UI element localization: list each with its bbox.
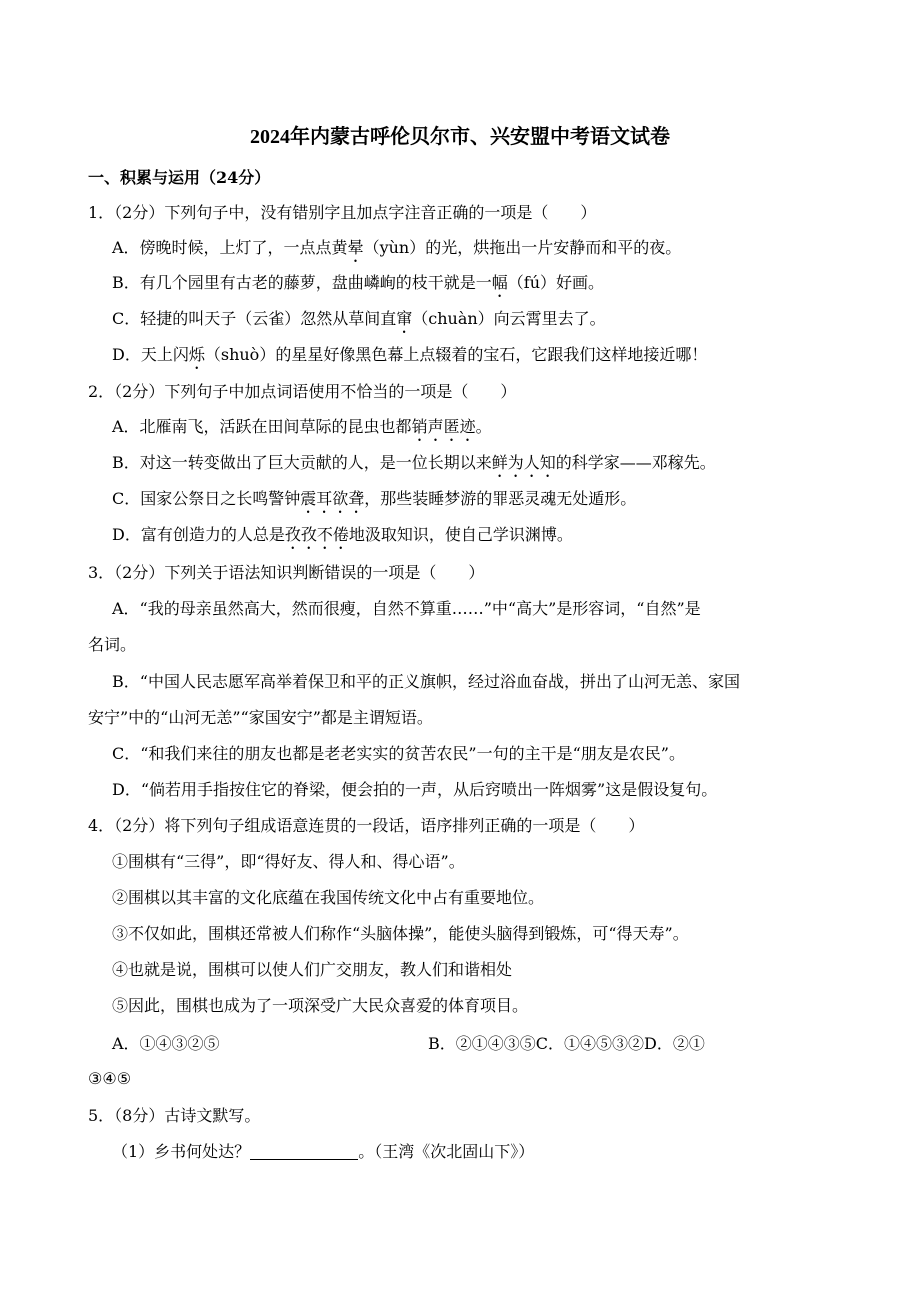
question-4-options-bcd: B．②①④③⑤C．①④⑤③②D．②① (428, 1034, 705, 1053)
question-1-option-d: D．天上闪烁（shuò）的星星好像黑色幕上点辍着的宝石，它跟我们这样地接近哪！ (112, 345, 708, 364)
question-4-sentence-1: ①围棋有“三得”，即“得好友、得人和、得心语”。 (112, 852, 465, 871)
page-title: 2024年内蒙古呼伦贝尔市、兴安盟中考语文试卷 (250, 126, 670, 148)
question-3-option-a-cont: 名词。 (88, 635, 137, 654)
question-4-sentence-2: ②围棋以其丰富的文化底蕴在我国传统文化中占有重要地位。 (112, 888, 545, 907)
question-3-option-b: B．“中国人民志愿军高举着保卫和平的正义旗帜，经过浴血奋战，拼出了山河无恙、家国 (112, 672, 740, 691)
question-4-sentence-4: ④也就是说，围棋可以使人们广交朋友，教人们和谐相处 (112, 960, 513, 979)
answer-blank[interactable] (250, 1143, 358, 1160)
question-3-option-b-cont: 安宁”中的“山河无恙”“家国安宁”都是主谓短语。 (88, 708, 433, 727)
question-1-stem: 1．（2分）下列句子中，没有错别字且加点字注音正确的一项是（ ） (88, 203, 597, 222)
question-5-stem: 5．（8分）古诗文默写。 (88, 1106, 261, 1125)
question-4-options-cont: ③④⑤ (88, 1069, 132, 1088)
question-1-option-a: A．傍晚时候，上灯了，一点点黄晕（yùn）的光，烘拖出一片安静而和平的夜。 (112, 238, 682, 257)
question-2-option-b: B．对这一转变做出了巨大贡献的人，是一位长期以来鲜为人知的科学家——邓稼先。 (112, 453, 716, 472)
question-3-stem: 3．（2分）下列关于语法知识判断错误的一项是（ ） (88, 563, 485, 582)
question-3-option-a: A．“我的母亲虽然高大，然而很瘦，自然不算重……”中“高大”是形容词，“自然”是 (112, 599, 701, 618)
question-1-option-c: C．轻捷的叫天子（云雀）忽然从草间直窜（chuàn）向云霄里去了。 (112, 309, 606, 328)
question-1-option-b: B．有几个园里有古老的藤萝，盘曲嶙峋的枝干就是一幅（fú）好画。 (112, 273, 605, 292)
section-heading: 一、积累与运用（24分） (88, 168, 271, 187)
question-2-option-a: A．北雁南飞，活跃在田间草际的昆虫也都销声匿迹。 (112, 417, 492, 436)
question-4-stem: 4．（2分）将下列句子组成语意连贯的一段话，语序排列正确的一项是（ ） (88, 816, 645, 835)
question-3-option-c: C．“和我们来往的朋友也都是老老实实的贫苦农民”一句的主干是“朋友是农民”。 (112, 744, 685, 763)
question-2-option-d: D．富有创造力的人总是孜孜不倦地汲取知识，使自己学识渊博。 (112, 525, 573, 544)
question-5-part-1: （1）乡书何处达？ 。（王湾《次北固山下》） (112, 1142, 535, 1161)
question-2-stem: 2．（2分）下列句子中加点词语使用不恰当的一项是（ ） (88, 382, 517, 401)
question-4-sentence-5: ⑤因此，围棋也成为了一项深受广大民众喜爱的体育项目。 (112, 996, 529, 1015)
question-4-option-a: A．①④③②⑤ (112, 1034, 220, 1053)
question-2-option-c: C．国家公祭日之长鸣警钟震耳欲聋，那些装睡梦游的罪恶灵魂无处遁形。 (112, 489, 637, 508)
question-4-sentence-3: ③不仅如此，围棋还常被人们称作“头脑体操”，能使头脑得到锻炼，可“得天寿”。 (112, 924, 689, 943)
question-3-option-d: D．“倘若用手指按住它的脊梁，便会拍的一声，从后窍喷出一阵烟雾”这是假设复句。 (112, 780, 718, 799)
